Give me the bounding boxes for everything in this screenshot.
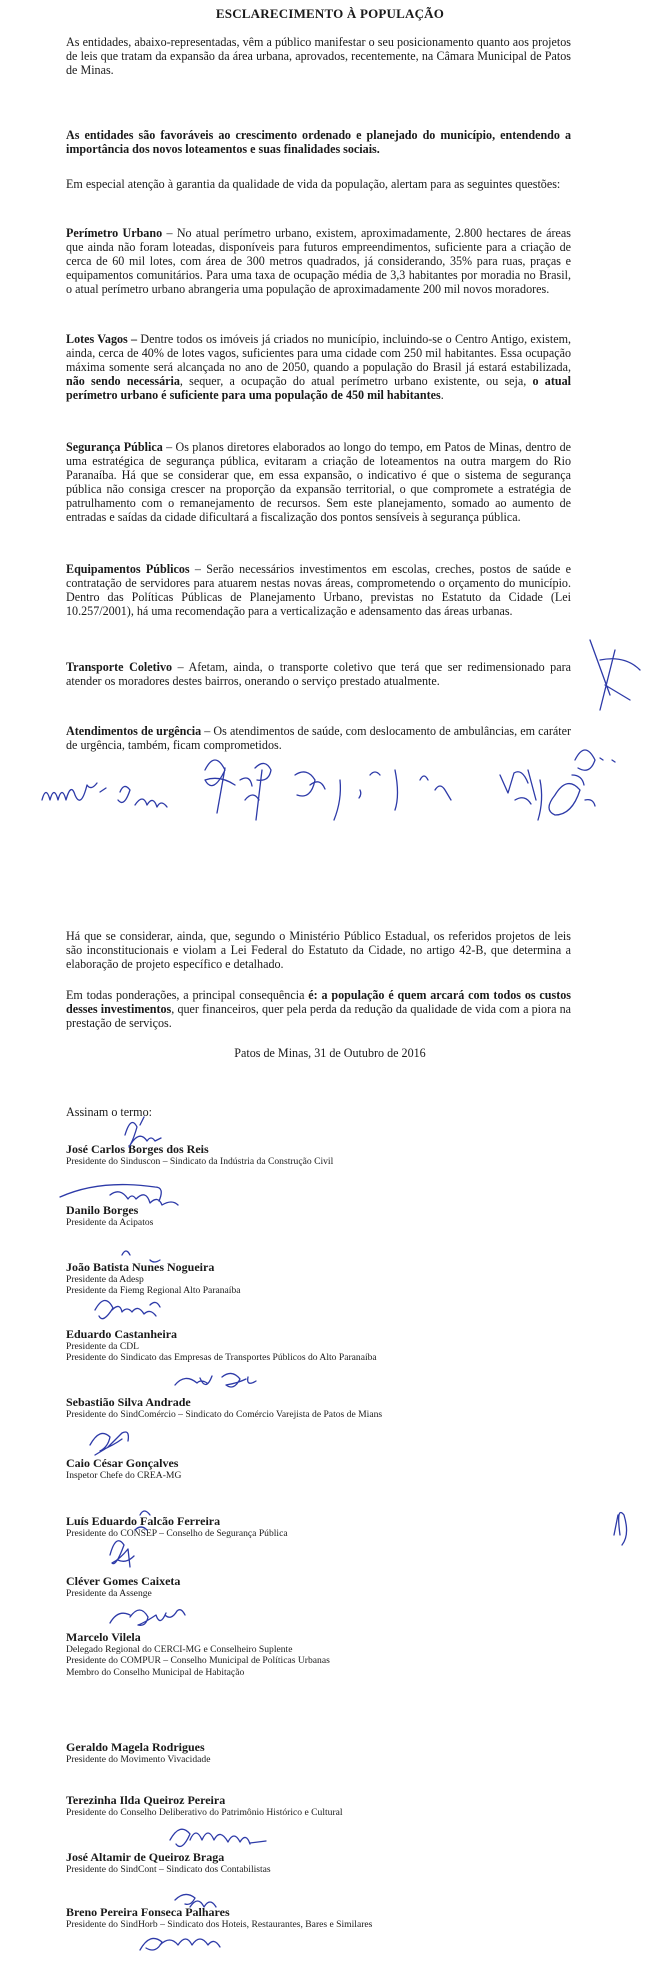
signer-name: Danilo Borges bbox=[66, 1203, 139, 1217]
equipamentos-text: – Serão necessários investimentos em escolas, creches, postos de saúde e contratação de servidores para atuarem nestas novas áreas, comprometendo o orçamento do município. Dentro das Políticas Públicas de Planejamento Urbano, previstas no Estatuto da Cidade (Lei 10.257/2001), há uma recomendação para a verticalização e adensamento das áreas urbanas. bbox=[66, 562, 571, 619]
page-title: ESCLARECIMENTO À POPULAÇÃO bbox=[215, 6, 445, 21]
urgencia-text: – Os atendimentos de saúde, com deslocamento de ambulâncias, em caráter de urgência, também, ficam comprometidos. bbox=[66, 724, 572, 753]
signer-name: Geraldo Magela Rodrigues bbox=[66, 1740, 205, 1754]
lotes-text-2: , sequer, a ocupação do atual perímetro urbano existente, ou seja, bbox=[179, 374, 533, 389]
urgencia-label: Atendimentos de urgência bbox=[66, 724, 202, 738]
signer-role: Presidente da Acipatos bbox=[66, 1217, 154, 1228]
lotes-text: Dentre todos os imóveis já criados no município, incluindo-se o Centro Antigo, existem, ainda, cerca de 40% de lotes vagos, suficientes para uma cidade com 250 mil habitantes. Essa ocupação máxima somente será alcançada no ano de 2050, quando a população do Brasil já estará estabilizada, bbox=[66, 332, 572, 375]
document-page-1 bbox=[0, 0, 660, 915]
signer-role: Presidente da CDL bbox=[66, 1341, 140, 1352]
signer-role: Presidente do Sinduscon – Sindicato da Indústria da Construção Civil bbox=[66, 1156, 334, 1167]
page2-signatures bbox=[0, 1095, 660, 1965]
signer-name: Sebastião Silva Andrade bbox=[66, 1395, 191, 1409]
favor-rest: entendendo a importância dos novos loteamentos e suas finalidades sociais. bbox=[66, 128, 571, 157]
signer-role: Presidente do SindHorb – Sindicato dos Hoteis, Restaurantes, Bares e Similares bbox=[66, 1919, 373, 1930]
document-date: Patos de Minas, 31 de Outubro de 2016 bbox=[234, 1046, 426, 1060]
perimetro-label: Perímetro Urbano bbox=[66, 226, 163, 240]
signer-name: Breno Pereira Fonseca Palhares bbox=[66, 1905, 230, 1919]
intro-paragraph: As entidades, abaixo-representadas, vêm a público manifestar o seu posicionamento quanto aos projetos de leis que tratam da expansão da área urbana, aprovados, recentemente, na Câmara Municipal de Patos de Minas. bbox=[66, 35, 571, 78]
signer-role: Membro do Conselho Municipal de Habitação bbox=[66, 1666, 245, 1678]
page1-signatures bbox=[0, 600, 660, 900]
consequencia-bold: é: a população é quem arcará com todos os custos desses investimentos bbox=[66, 988, 571, 1017]
signer-name: João Batista Nunes Nogueira bbox=[66, 1260, 215, 1274]
signer-role: Presidente do SindCont – Sindicato dos Contabilistas bbox=[66, 1864, 271, 1875]
seguranca-label: Segurança Pública bbox=[66, 440, 163, 454]
signer-name: José Carlos Borges dos Reis bbox=[66, 1142, 209, 1156]
perimetro-text: – No atual perímetro urbano, existem, aproximadamente, 2.800 hectares de áreas que ainda não foram loteadas, disponíveis para futuros empreendimentos, suficiente para a criação de cerca de 60 mil lotes, com área de 300 metros quadrados, já considerando, 35% para ruas, praças e equipamentos comunitários. Para uma taxa de ocupação média de 3,3 habitantes por moradia no Brasil, o atual perímetro urbano abrangeria uma população de aproximadamente 200 mil novos moradores. bbox=[66, 226, 571, 297]
signers-heading: Assinam o termo: bbox=[66, 1105, 152, 1119]
transporte-text: – Afetam, ainda, o transporte coletivo que terá que ser redimensionado para atender os moradores destes bairros, onerando o serviço prestado atualmente. bbox=[66, 660, 571, 689]
signer-role: Presidente do Movimento Vivacidade bbox=[66, 1754, 211, 1765]
consequencia-paragraph bbox=[66, 988, 571, 1030]
lotes-bold-1: não sendo necessária bbox=[66, 374, 180, 389]
attention-paragraph: Em especial atenção à garantia da qualidade de vida da população, alertam para as seguintes questões: bbox=[66, 177, 561, 191]
favor-paragraph bbox=[66, 128, 571, 156]
lotes-paragraph bbox=[66, 332, 571, 402]
signer-role: Presidente do Conselho Deliberativo do Patrimônio Histórico e Cultural bbox=[66, 1807, 343, 1818]
signer-name: Luís Eduardo Falcão Ferreira bbox=[66, 1514, 221, 1528]
signer-role: Presidente do COMPUR – Conselho Municipal de Políticas Urbanas bbox=[66, 1655, 330, 1667]
signer-name: Terezinha Ilda Queiroz Pereira bbox=[66, 1793, 226, 1807]
signer-role: Presidente do Sindicato das Empresas de Transportes Públicos do Alto Paranaíba bbox=[66, 1352, 377, 1364]
lotes-label: Lotes Vagos – bbox=[66, 332, 138, 346]
signer-name: Eduardo Castanheira bbox=[66, 1327, 178, 1341]
signer-role: Presidente da Adesp bbox=[66, 1274, 144, 1285]
consequencia-rest: , quer financeiros, quer pela perda da redução da qualidade de vida com a piora na prestação de serviços. bbox=[66, 1002, 571, 1031]
signer-role: Delegado Regional do CERCI-MG e Conselheiro Suplente bbox=[66, 1644, 293, 1655]
lotes-end: . bbox=[440, 388, 444, 403]
signer-name: Caio César Gonçalves bbox=[66, 1456, 179, 1470]
signer-role: Presidente do CONSEP – Conselho de Segurança Pública bbox=[66, 1528, 288, 1539]
document-page-2 bbox=[0, 915, 660, 1968]
signer-name: Cléver Gomes Caixeta bbox=[66, 1574, 181, 1588]
equipamentos-label: Equipamentos Públicos bbox=[66, 562, 190, 576]
lotes-bold-2: o atual perímetro urbano é suficiente para uma população de 450 mil habitantes bbox=[66, 374, 571, 403]
ministerio-paragraph: Há que se considerar, ainda, que, segundo o Ministério Público Estadual, os referidos projetos de leis são inconstitucionais e violam a Lei Federal do Estatuto da Cidade, no artigo 42-B, que determina a elaboração de projeto específico e detalhado. bbox=[66, 929, 571, 972]
perimetro-paragraph bbox=[66, 226, 571, 296]
seguranca-text: – Os planos diretores elaborados ao longo do tempo, em Patos de Minas, dentro de uma estratégica de segurança pública, evitaram a criação de loteamentos na outra margem do Rio Paranaíba. Há que se considerar que, em essa expansão, o indicativo é que o sistema de segurança pública não consiga crescer na proporção da expansão territorial, o que compromete a estratégia de patrulhamento com o remanejamento de recursos. Sem este planejamento, somado ao aumento de entradas e saídas da cidade dificultará a fiscalização dos pontos sensíveis à segurança pública. bbox=[66, 440, 571, 525]
signer-role: Inspetor Chefe do CREA-MG bbox=[66, 1470, 182, 1481]
seguranca-paragraph bbox=[66, 440, 571, 525]
signer-role: Presidente do SindComércio – Sindicato do Comércio Varejista de Patos de Mians bbox=[66, 1409, 383, 1420]
signer-role: Presidente da Fiemg Regional Alto Paranaíba bbox=[66, 1285, 241, 1297]
favor-bold: As entidades são favoráveis ao crescimento ordenado e planejado do município, bbox=[66, 128, 496, 142]
signer-role: Presidente da Assenge bbox=[66, 1588, 152, 1599]
consequencia-text: Em todas ponderações, a principal consequência bbox=[66, 988, 309, 1002]
transporte-label: Transporte Coletivo bbox=[66, 660, 173, 674]
signer-name: Marcelo Vilela bbox=[66, 1630, 141, 1644]
signer-name: José Altamir de Queiroz Braga bbox=[66, 1850, 225, 1864]
